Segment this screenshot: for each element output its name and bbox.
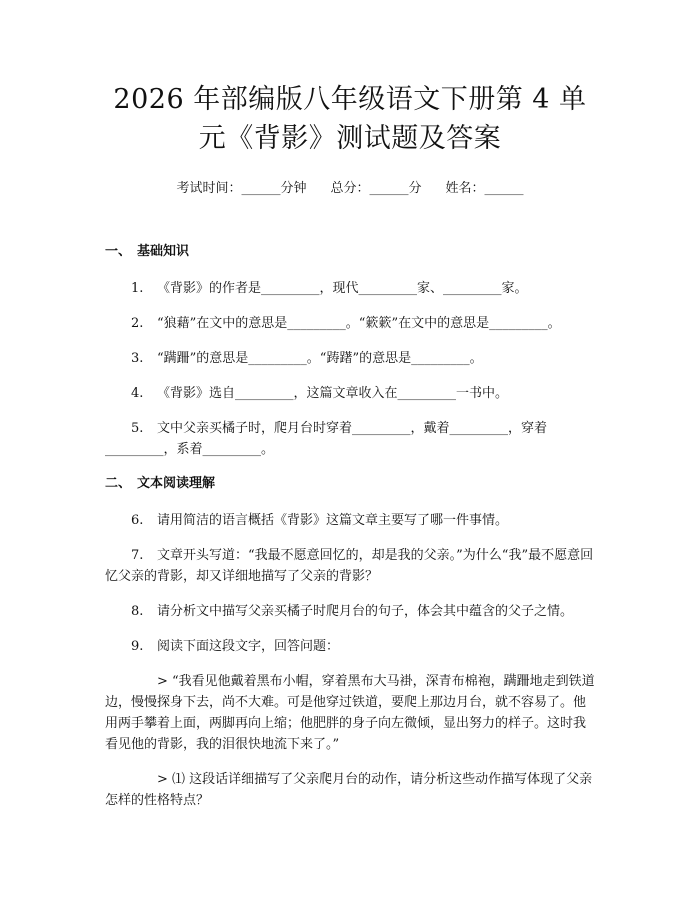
question-text: 阅读下面这段文字，回答问题： [157,639,340,654]
question-item [105,383,595,404]
sub-question: > ⑴ 这段话详细描写了父亲爬月台的动作，请分析这些动作描写体现了父亲怎样的性格特点？ [105,772,593,808]
student-name: 姓名：______ [445,181,524,196]
section-heading [105,474,595,494]
section-title: 基础知识 [137,244,190,259]
question-text: 《背影》的作者是_________，现代_________家、_________家。 [157,281,528,296]
question-text: “狼藉”在文中的意思是_________。“簌簌”在文中的意思是_________。 [157,316,561,331]
section-number: 一、 [105,244,132,259]
page-title: 2026 年部编版八年级语文下册第 4 单元《背影》测试题及答案 [113,84,587,154]
question-text: 文章开头写道：“我最不愿意回忆的，却是我的父亲。”为什么“我”最不愿意回忆父亲的背影，却又详细地描写了父亲的背影？ [105,548,594,584]
question-text: 请分析文中描写父亲买橘子时爬月台的句子，体会其中蕴含的父子之情。 [157,604,574,619]
question-text: 请用简洁的语言概括《背影》这篇文章主要写了哪一件事情。 [157,513,509,528]
question-number: 1. [131,281,144,296]
question-number: 6. [131,513,144,528]
section-number: 二、 [105,476,132,491]
question-item [105,601,595,622]
question-number: 7. [131,548,144,563]
question-number: 9. [131,639,144,654]
question-item [105,278,595,299]
question-text: 《背影》选自_________，这篇文章收入在_________一书中。 [157,386,509,401]
question-number: 2. [131,316,144,331]
question-number: 4. [131,386,144,401]
question-item [105,545,595,587]
reading-passage: > “我看见他戴着黑布小帽，穿着黑布大马褂，深青布棉袍，蹒跚地走到铁道边，慢慢探身下去，尚不大难。可是他穿过铁道，要爬上那边月台，就不容易了。他用两手攀着上面，两脚再向上缩；他肥胖的身子向左微倾，显出努力的样子。这时我看见他的背影，我的泪很快地流下来了。” [105,674,595,752]
question-item [105,636,595,657]
question-text: 文中父亲买橘子时，爬月台时穿着_________，戴着_________，穿着_________，系着_________。 [105,421,548,457]
exam-meta [105,180,595,198]
question-number: 3. [131,351,144,366]
total-score: 总分：______分 [330,181,422,196]
question-number: 8. [131,604,144,619]
exam-time: 考试时间：______分钟 [176,181,307,196]
question-item [105,418,595,460]
section-heading [105,242,595,262]
question-number: 5. [131,421,144,436]
question-item [105,348,595,369]
question-item [105,313,595,334]
question-text: “蹒跚”的意思是_________。“踌躇”的意思是_________。 [157,351,483,366]
question-item [105,510,595,531]
section-title: 文本阅读理解 [137,476,216,491]
